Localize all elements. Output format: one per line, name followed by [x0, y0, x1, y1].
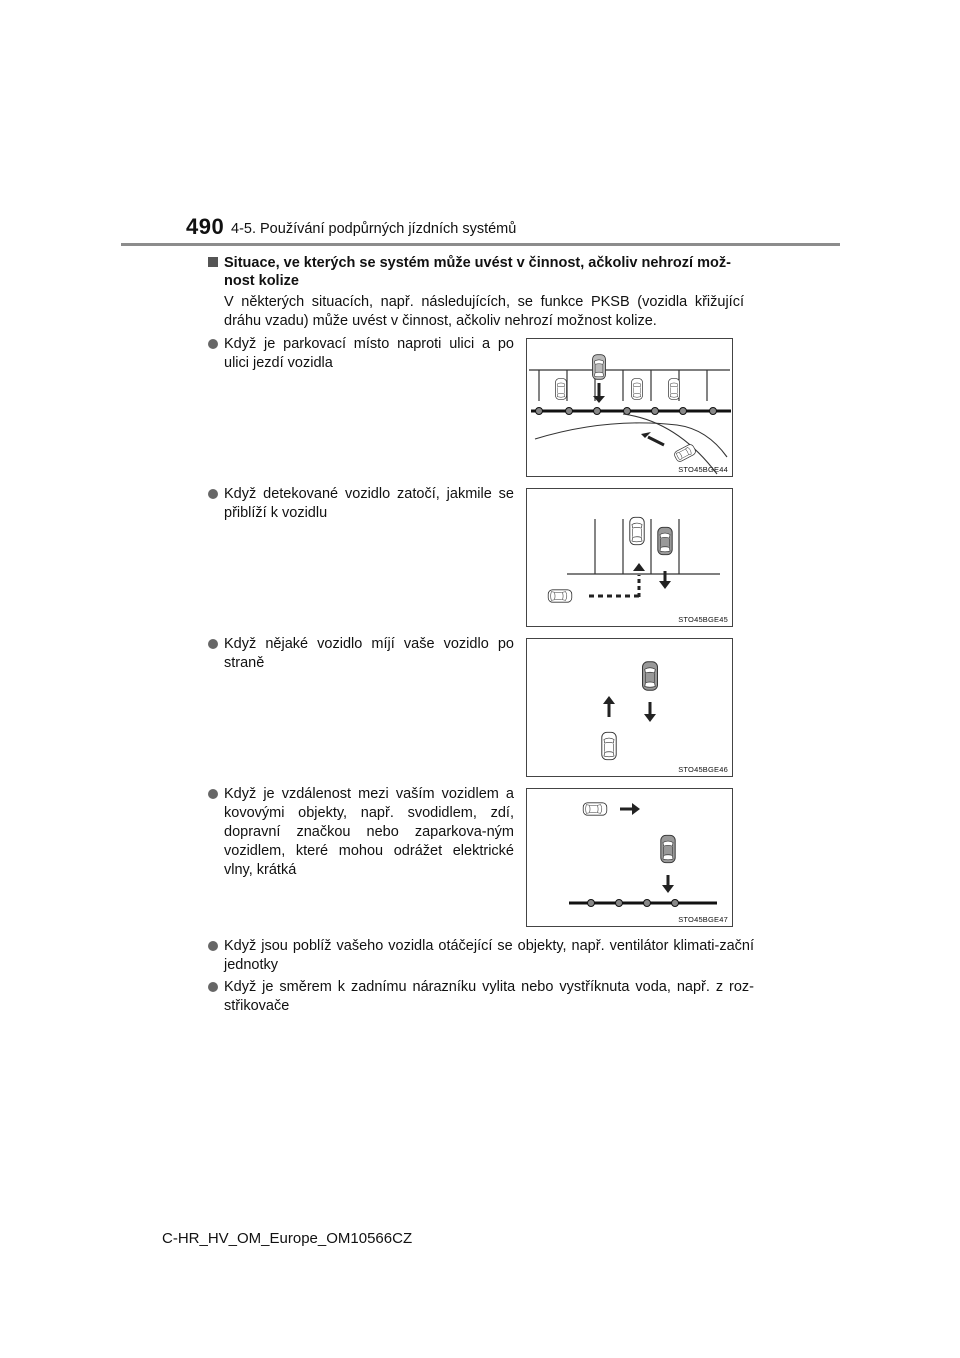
bullet-icon [208, 489, 218, 499]
intro-paragraph: V některých situacích, např. následujících, se funkce PKSB (vozidla křižující dráhu vzadu) může uvést v činnost, ačkoliv nehrozí možnost kolize. [224, 294, 744, 329]
bullet-icon [208, 941, 218, 951]
chapter-title: 4-5. Používání podpůrných jízdních systémů [231, 221, 517, 237]
list-item-text: Když je směrem k zadnímu nárazníku vylita nebo vystříknuta voda, např. z roz-střikovače [224, 979, 754, 1014]
list-item [208, 635, 514, 673]
diagram-parking-across-street [527, 339, 732, 476]
list-item-text: Když je parkovací místo naproti ulici a po ulici jezdí vozidla [224, 336, 514, 371]
figure-code: STO45BGE45 [678, 615, 728, 624]
list-item [208, 485, 514, 523]
list-item [208, 335, 514, 373]
figure-code: STO45BGE47 [678, 915, 728, 924]
figure-code: STO45BGE44 [678, 465, 728, 474]
list-item-text: Když detekované vozidlo zatočí, jakmile se přiblíží k vozidlu [224, 486, 514, 521]
list-item [208, 937, 754, 975]
diagram-metal-objects [527, 789, 732, 926]
bullet-icon [208, 339, 218, 349]
diagram-turning-vehicle [527, 489, 732, 626]
page-number: 490 [186, 214, 225, 239]
header-rule [121, 243, 840, 246]
diagram-passing-vehicle [527, 639, 732, 776]
list-item-text: Když nějaké vozidlo míjí vaše vozidlo po straně [224, 636, 514, 671]
bullet-icon [208, 789, 218, 799]
bullet-icon [208, 982, 218, 992]
figure-metal-objects [526, 788, 733, 927]
section-heading [208, 254, 753, 290]
list-item [208, 978, 754, 1016]
figure-turning-vehicle [526, 488, 733, 627]
bullet-icon [208, 639, 218, 649]
figure-code: STO45BGE46 [678, 765, 728, 774]
figure-parking-across-street [526, 338, 733, 477]
heading-line-1: Situace, ve kterých se systém může uvést v činnost, ačkoliv nehrozí mož- [224, 255, 731, 271]
square-bullet-icon [208, 257, 218, 267]
document-id-footer: C-HR_HV_OM_Europe_OM10566CZ [162, 1230, 413, 1247]
list-item-text: Když jsou poblíž vašeho vozidla otáčející se objekty, např. ventilátor klimati-zační jednotky [224, 938, 754, 973]
figure-passing-vehicle [526, 638, 733, 777]
list-item [208, 785, 514, 880]
heading-line-2: nost kolize [224, 273, 299, 289]
list-item-text: Když je vzdálenost mezi vaším vozidlem a kovovými objekty, např. svodidlem, zdí, dopravní značkou nebo zaparkova-ným vozidlem, které mohou odrážet elektrické vlny, krátká [224, 786, 514, 878]
